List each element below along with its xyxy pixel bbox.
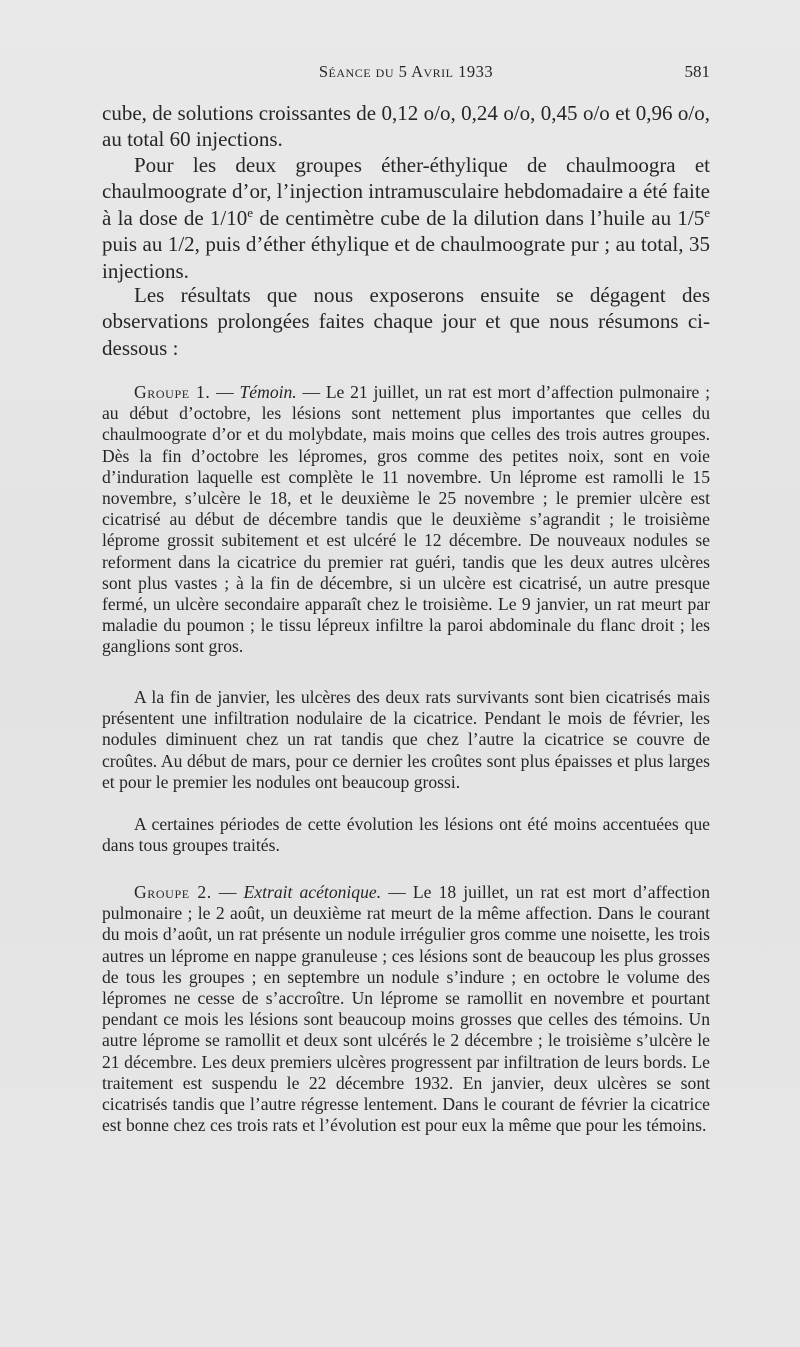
- group-2-dash-after-title: —: [381, 882, 413, 902]
- opening-paragraph-text: cube, de solutions croissantes de 0,12 o/o, 0,24 o/o, 0,45 o/o et 0,96 o/o, au total 60 injections.: [102, 101, 710, 152]
- injection-text-after: puis au 1/2, puis d’éther éthylique et de chaulmoograte pur ; au total, 35 injections.: [102, 232, 710, 283]
- group-2-dash: —: [211, 882, 244, 902]
- page-number: 581: [684, 62, 710, 81]
- superscript-e-second: e: [704, 204, 711, 220]
- group-1-label: Groupe 1.: [134, 382, 211, 402]
- group-1-dash-after-title: —: [296, 382, 326, 402]
- running-head: [102, 62, 710, 86]
- injection-text-middle: de centimètre cube de la dilution dans l’huile au 1/5: [253, 205, 705, 230]
- injection-paragraph: [102, 152, 710, 284]
- superscript-e: e: [247, 204, 254, 220]
- group-2-text: Le 18 juillet, un rat est mort d’affection pulmonaire ; le 2 août, un deuxième rat meurt de la même affection. Dans le courant du mois d’août, un rat présente un nodule irrégulier gros comme une noisette, les trois autres un léprome en nappe granuleuse ; ces lésions sont de beaucoup les plus grosses de tous les groupes ; en septembre un nodule s’indure ; en octobre le volume des lépromes ne cesse de s’accroître. Un léprome se ramollit en novembre et pourtant pendant ce mois les lésions sont beaucoup moins grosses que celles des témoins. Un autre léprome se ramollit et deux sont ulcérés le 2 décembre ; le troisième s’ulcère le 21 décembre. Les deux premiers ulcères progressent par infiltration de leurs bords. Le traitement est suspendu le 22 décembre 1932. En janvier, deux ulcères se sont cicatrisés tandis que l’autre régresse lentement. Dans le courant de février la cicatrice est bonne chez ces trois rats et l’évolution est pour eux la même que pour les témoins.: [102, 882, 710, 1136]
- group-2-label: Groupe 2.: [134, 882, 212, 902]
- results-paragraph: [102, 282, 710, 361]
- group-2-paragraph: [102, 882, 710, 1136]
- opening-paragraph: [102, 100, 710, 153]
- group-1-continuation-text: A la fin de janvier, les ulcères des deux rats survivants sont bien cicatrisés mais présentent une infiltration nodulaire de la cicatrice. Pendant le mois de février, les nodules diminuent chez un rat tandis que chez l’autre la cicatrice se couvre de croûtes. Au début de mars, pour ce dernier les croûtes sont plus épaisses et plus larges et pour le premier les nodules ont beaucoup grossi.: [102, 687, 710, 792]
- group-1-conclusion-paragraph: [102, 814, 710, 856]
- group-1-paragraph: [102, 382, 710, 658]
- group-1-title: Témoin.: [239, 382, 297, 402]
- results-paragraph-text: Les résultats que nous exposerons ensuite se dégagent des observations prolongées faites chaque jour et que nous résumons ci-dessous :: [102, 283, 710, 360]
- group-1-continuation-paragraph: [102, 687, 710, 793]
- running-title: Séance du 5 Avril 1933: [318, 62, 494, 81]
- group-1-text: Le 21 juillet, un rat est mort d’affection pulmonaire ; au début d’octobre, les lésions sont nettement plus importantes que celles du chaulmoograte d’or et du molybdate, mais moins que celles des trois autres groupes. Dès la fin d’octobre les lépromes, gros comme des petites noix, sont en voie d’induration laquelle est complète le 11 novembre. Un léprome est ramolli le 15 novembre, s’ulcère le 18, et le deuxième le 25 novembre ; le premier ulcère est cicatrisé au début de décembre tandis que le deuxième s’agrandit ; le troisième léprome grossit subitement et est ulcéré le 12 décembre. De nouveaux nodules se reforment dans la cicatrice du premier rat guéri, tandis que les deux autres ulcères sont plus vastes ; à la fin de décembre, si un ulcère est cicatrisé, un autre presque fermé, un ulcère secondaire apparaît chez le troisième. Le 9 janvier, un rat meurt par maladie du poumon ; le tissu lépreux infiltre la paroi abdominale du flanc droit ; les ganglions sont gros.: [102, 382, 711, 657]
- group-1-conclusion-text: A certaines périodes de cette évolution les lésions ont été moins accentuées que dans tous groupes traités.: [102, 814, 710, 856]
- group-1-dash: —: [210, 382, 240, 402]
- injection-text-before: Pour les deux groupes éther-éthylique de chaulmoogra et chaulmoograte d’or, l’injection intramusculaire hebdomadaire a été faite à la dose de 1/10: [102, 153, 710, 230]
- group-2-title: Extrait acétonique.: [243, 882, 382, 902]
